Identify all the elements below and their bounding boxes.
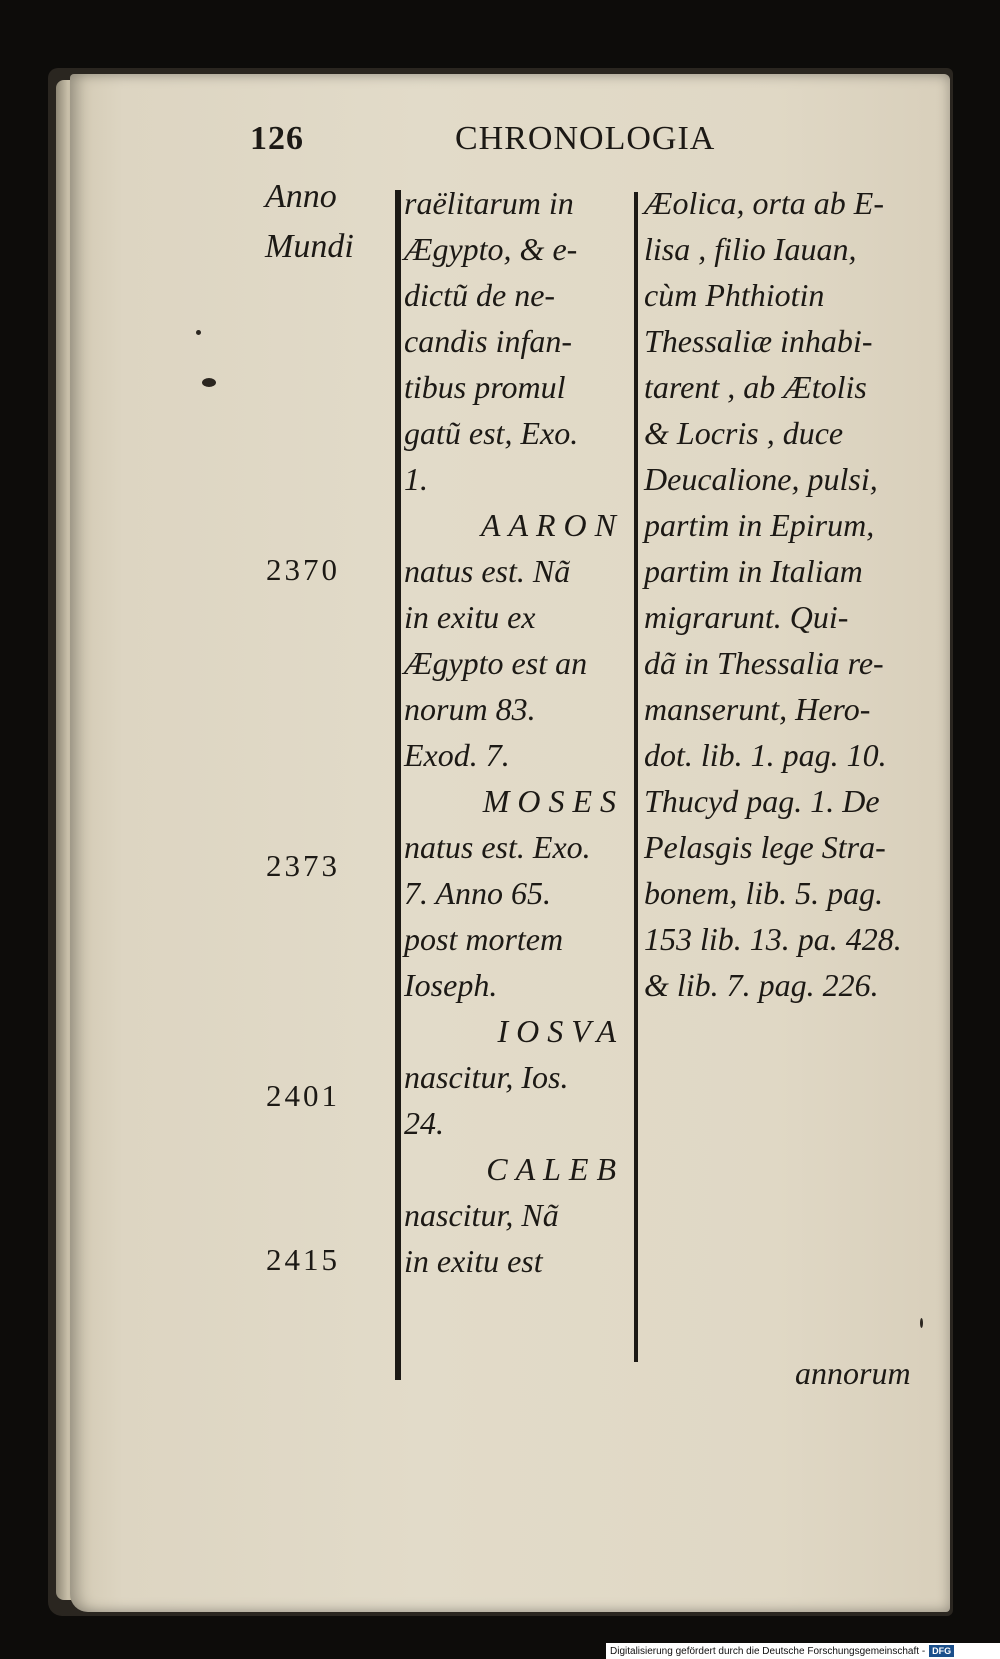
- text-line: cùm Phthiotin: [644, 277, 825, 313]
- dfg-logo: DFG: [929, 1645, 954, 1657]
- year-marker: 2415: [266, 1242, 340, 1277]
- right-text-column: [644, 180, 940, 1008]
- text-line: bonem, lib. 5. pag.: [644, 875, 884, 911]
- name-heading-iosva: IOSVA: [497, 1013, 624, 1049]
- catchword: annorum: [795, 1355, 911, 1391]
- text-line: post mortem: [404, 921, 564, 957]
- text-line: Ægypto, & e-: [404, 231, 578, 267]
- text-line: Exod. 7.: [404, 737, 510, 773]
- text-line: 1.: [404, 461, 428, 497]
- running-title: CHRONOLOGIA: [455, 120, 716, 157]
- text-line: manserunt, Hero-: [644, 691, 871, 727]
- text-line: 7. Anno 65.: [404, 875, 551, 911]
- text-line: in exitu ex: [404, 599, 536, 635]
- text-line: natus est. Exo.: [404, 829, 591, 865]
- text-line: Deucalione, pulsi,: [644, 461, 878, 497]
- text-line: & Locris , duce: [644, 415, 844, 451]
- text-line: Ioseph.: [404, 967, 498, 1003]
- ink-speck: [920, 1318, 923, 1328]
- column-label-mundi: Mundi: [265, 228, 354, 265]
- year-marker: 2370: [266, 552, 340, 587]
- name-heading-moses: MOSES: [482, 783, 624, 819]
- year-marker: 2401: [266, 1078, 340, 1113]
- text-line: Ægypto est an: [404, 645, 588, 681]
- text-line: raëlitarum in: [404, 185, 574, 221]
- text-line: Pelasgis lege Stra-: [644, 829, 886, 865]
- ink-speck: [196, 330, 201, 335]
- text-line: tarent , ab Ætolis: [644, 369, 867, 405]
- text-line: nascitur, Nã: [404, 1197, 559, 1233]
- text-line: & lib. 7. pag. 226.: [644, 967, 879, 1003]
- middle-text-column: [404, 180, 630, 1284]
- page-number: 126: [250, 120, 304, 157]
- text-line: Thessaliæ inhabi-: [644, 323, 873, 359]
- text-line: partim in Epirum,: [644, 507, 875, 543]
- ink-blot: [202, 378, 216, 387]
- digitization-credit: Digitalisierung gefördert durch die Deutsche Forschungsgemeinschaft -: [610, 1645, 926, 1657]
- text-line: natus est. Nã: [404, 553, 571, 589]
- text-line: 153 lib. 13. pa. 428.: [644, 921, 902, 957]
- text-line: lisa , filio Iauan,: [644, 231, 857, 267]
- text-line: dot. lib. 1. pag. 10.: [644, 737, 887, 773]
- text-line: candis infan-: [404, 323, 572, 359]
- text-line: dictũ de ne-: [404, 277, 556, 313]
- name-heading-caleb: CALEB: [486, 1151, 624, 1187]
- column-rule-left: [395, 190, 401, 1380]
- text-line: dã in Thessalia re-: [644, 645, 884, 681]
- text-line: gatũ est, Exo.: [404, 415, 579, 451]
- text-line: norum 83.: [404, 691, 536, 727]
- year-marker: 2373: [266, 848, 340, 883]
- text-line: Thucyd pag. 1. De: [644, 783, 880, 819]
- text-line: nascitur, Ios.: [404, 1059, 569, 1095]
- text-line: in exitu est: [404, 1243, 543, 1279]
- column-rule-right: [634, 192, 638, 1362]
- name-heading-aaron: AARON: [480, 507, 624, 543]
- text-line: tibus promul: [404, 369, 566, 405]
- digitization-credit-bar: [606, 1643, 1000, 1659]
- text-line: Æolica, orta ab E-: [644, 185, 884, 221]
- text-line: 24.: [404, 1105, 444, 1141]
- text-line: partim in Italiam: [644, 553, 863, 589]
- text-line: migrarunt. Qui-: [644, 599, 849, 635]
- column-label-anno: Anno: [265, 178, 337, 215]
